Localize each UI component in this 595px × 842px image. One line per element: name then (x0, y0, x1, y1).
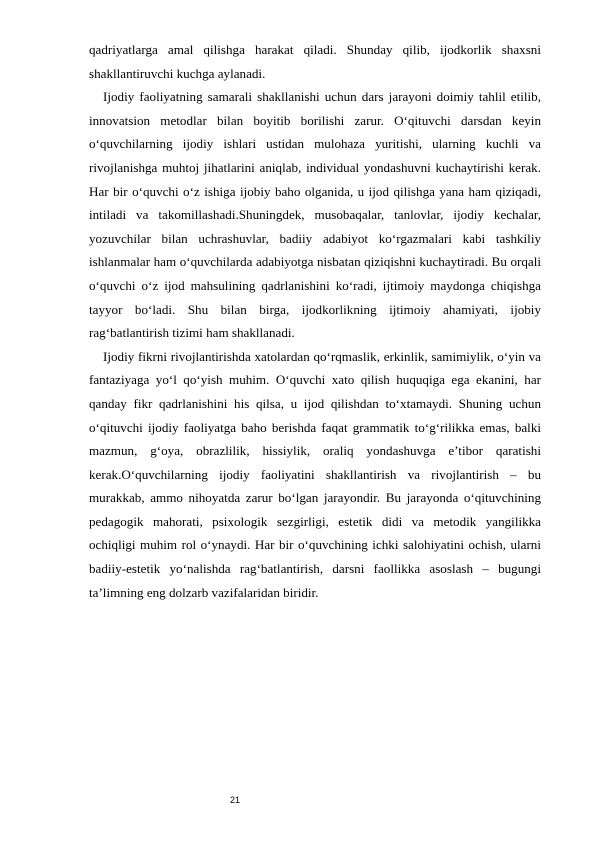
paragraph-creative-thinking: Ijodiy fikrni rivojlantirishda xatolardan qo‘rqmaslik, erkinlik, samimiylik, o‘yin va fantaziyaga yo‘l qo‘yish muhim. O‘quvchi xato qilish huquqiga ega ekanini, har qanday fikr qadrlanishini his qilsa, u ijod qilishdan to‘xtamaydi. Shuning uchun o‘qituvchi ijodiy faoliyatga baho berishda faqat grammatik to‘g‘rilikka emas, balki mazmun, g‘oya, obrazlilik, hissiylik, oraliq yondashuvga e’tibor qaratishi kerak.O‘quvchilarning ijodiy faoliyatini shakllantirish va rivojlantirish – bu murakkab, ammo nihoyatda zarur bo‘lgan jarayondir. Bu jarayonda o‘qituvchining pedagogik mahorati, psixologik sezgirligi, estetik didi va metodik yangilikka ochiqligi muhim rol o‘ynaydi. Har bir o‘quvchining ichki salohiyatini ochish, ularni badiiy-estetik yo‘nalishda rag‘batlantirish, darsni faollikka asoslash – bugungi ta’limning eng dolzarb vazifalaridan biridir. (89, 348, 541, 600)
page-number: 21 (230, 795, 241, 805)
body-text (89, 38, 541, 604)
paragraph-continuation: qadriyatlarga amal qilishga harakat qiladi. Shunday qilib, ijodkorlik shaxsni shakllantiruvchi kuchga aylanadi. (89, 42, 541, 81)
paragraph-creative-activity: Ijodiy faoliyatning samarali shakllanishi uchun dars jarayoni doimiy tahlil etilib, innovatsion metodlar bilan boyitib borilishi zarur. O‘qituvchi darsdan keyin o‘quvchilarning ijodiy ishlari ustidan mulohaza yuritishi, ularning kuchli va rivojlanishga muhtoj jihatlarini aniqlab, individual yondashuvni kuchaytirishi kerak. Har bir o‘quvchi o‘z ishiga ijobiy baho olganida, u ijod qilishga yana ham qiziqadi, intiladi va takomillashadi.Shuningdek, musobaqalar, tanlovlar, ijodiy kechalar, yozuvchilar bilan uchrashuvlar, badiiy adabiyot ko‘rgazmalari kabi tashkiliy ishlanmalar ham o‘quvchilarda adabiyotga nisbatan qiziqishni kuchaytiradi. Bu orqali o‘quvchi o‘z ijod mahsulining qadrlanishini ko‘radi, ijtimoiy maydonga chiqishga tayyor bo‘ladi. Shu bilan birga, ijodkorlikning ijtimoiy ahamiyati, ijobiy rag‘batlantirish tizimi ham shakllanadi. (89, 89, 541, 341)
